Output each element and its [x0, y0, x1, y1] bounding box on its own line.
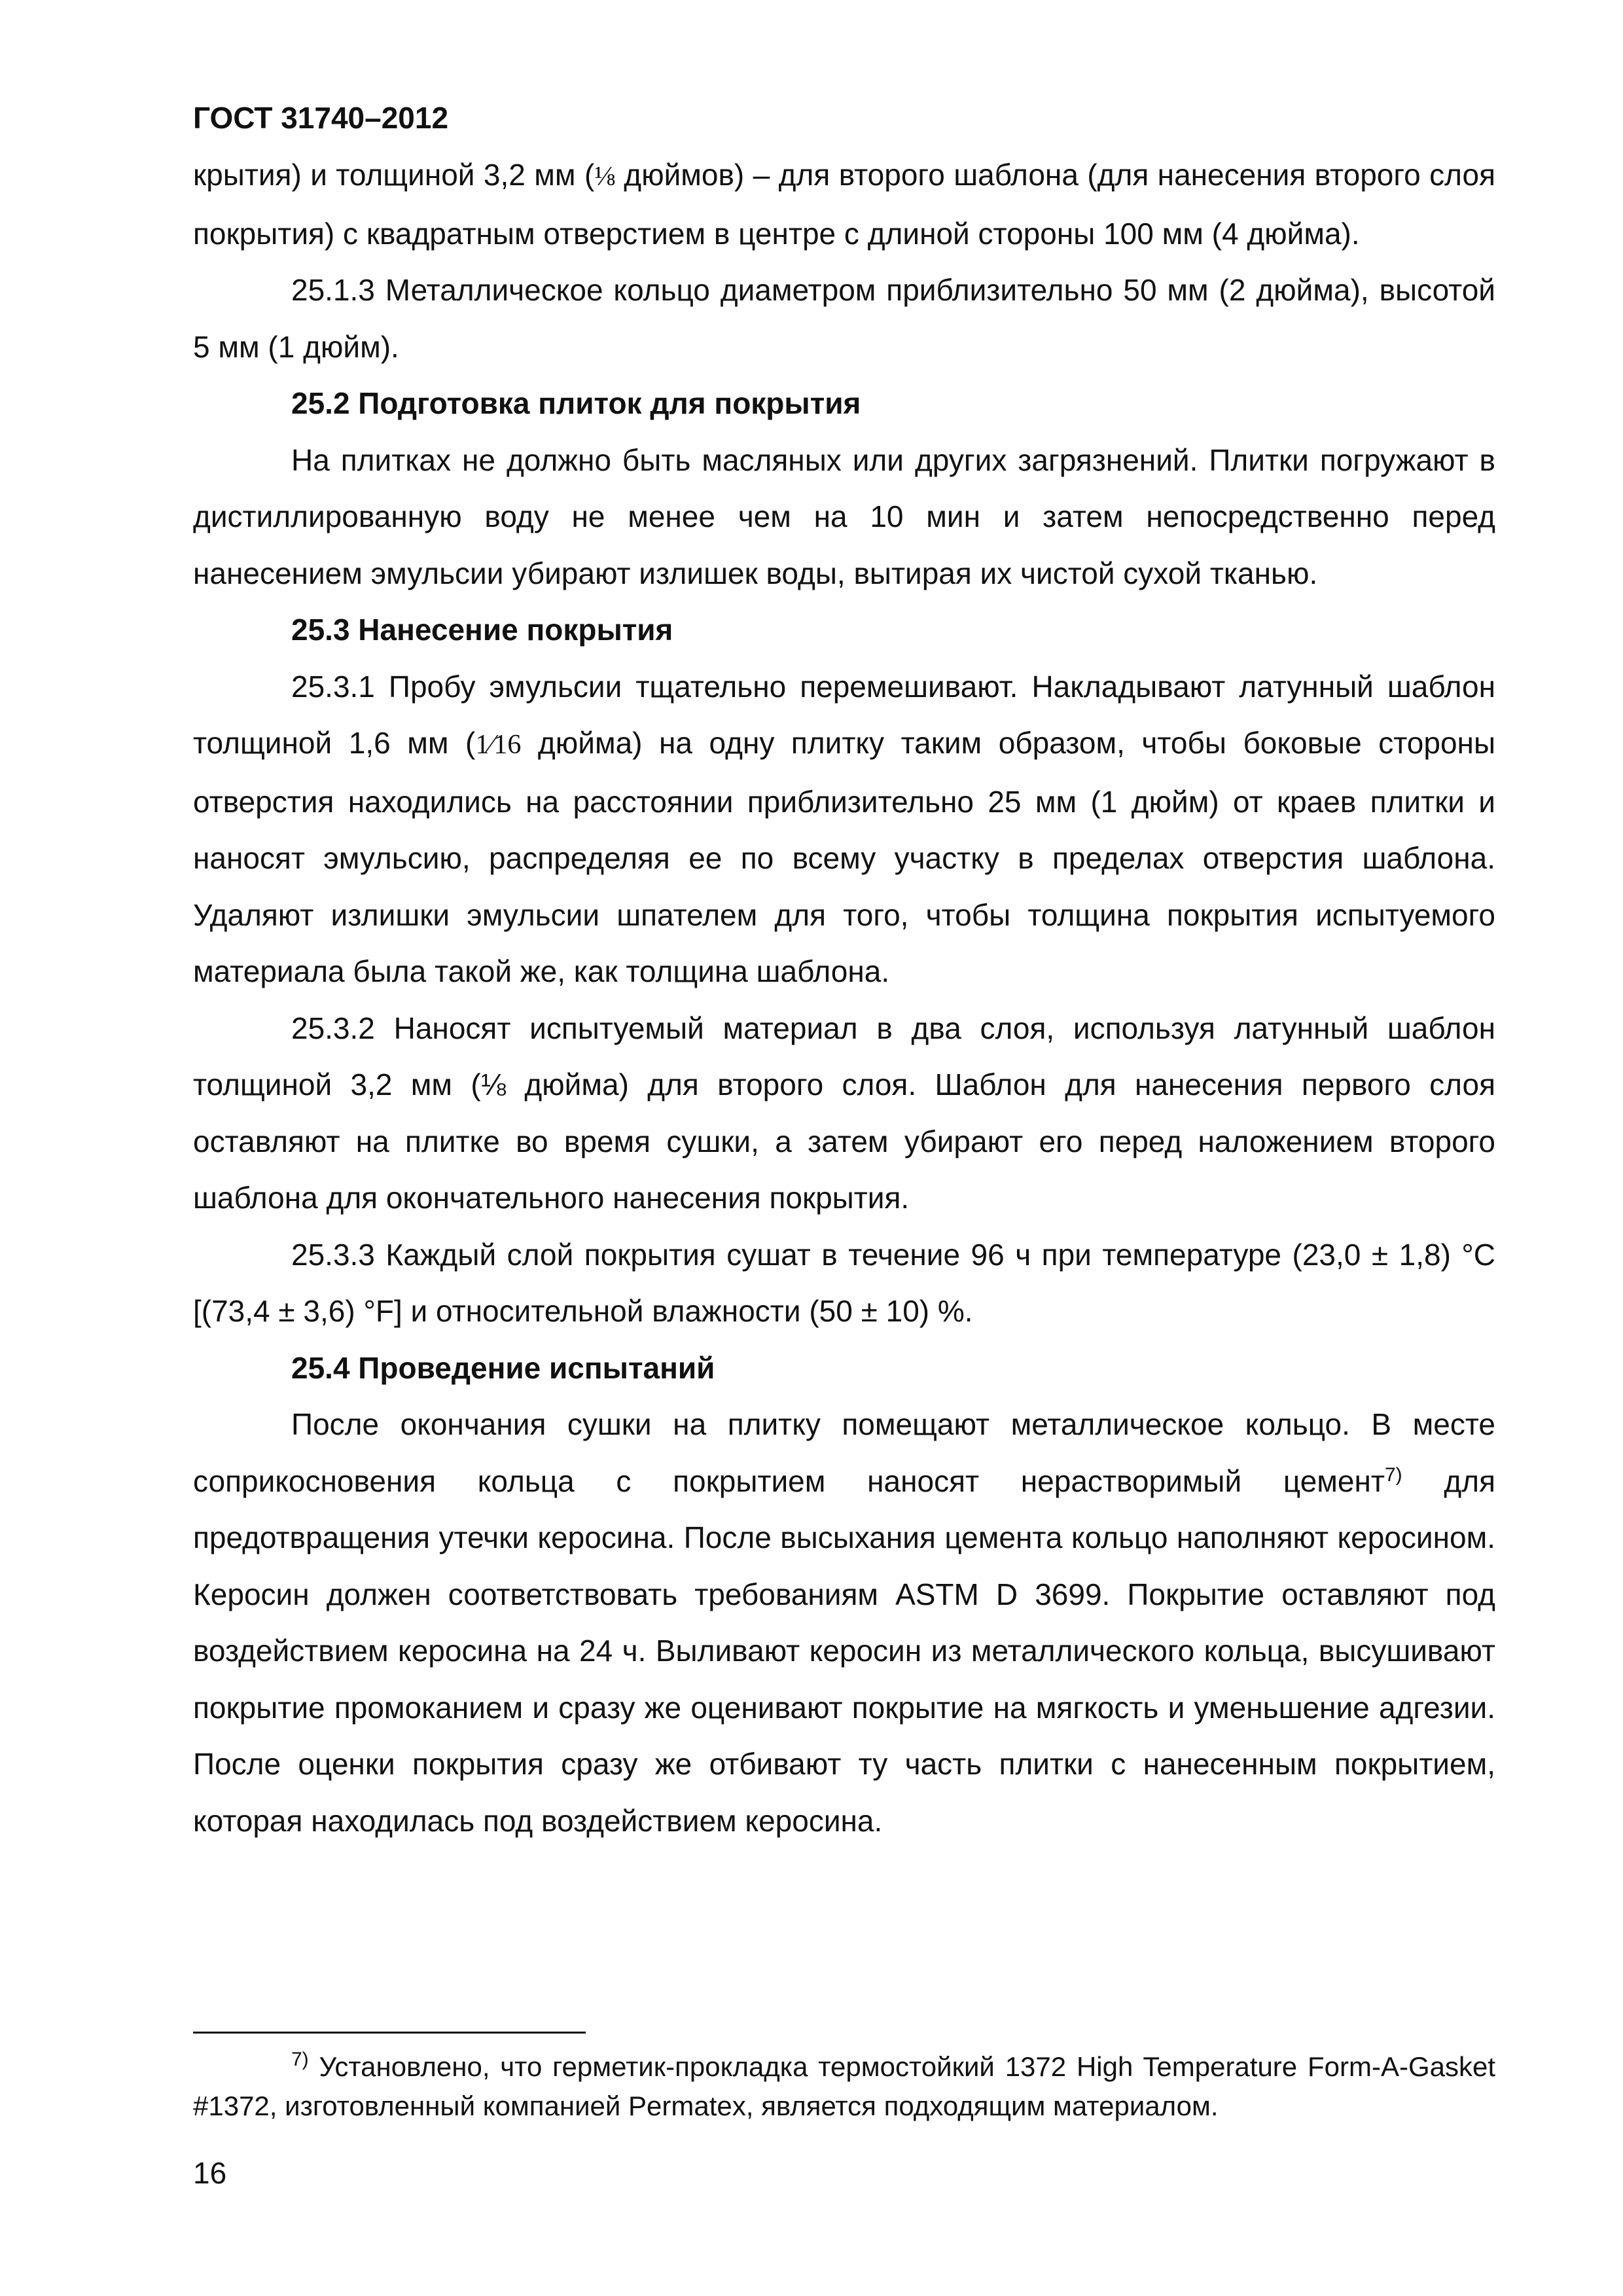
footnote-divider — [193, 2032, 586, 2034]
footnote-reference[interactable]: 7) — [1384, 1463, 1402, 1486]
fraction-one-eighth: ⅛ — [594, 162, 615, 192]
paragraph-text: для предотвращения утечки керосина. После высыхания цемента кольцо наполняют керосином. Керосин должен соответствовать требованиям ASTM D 3699. Покрытие оставляют под воздействием керосина на 24 ч. Выливают керосин из металлического кольца, высушивают покрытие промоканием и сразу же оценивают покрытие на мягкость и уменьшение адгезии. После оценки покрытия сразу же отбивают ту часть плитки с нанесенным покрытием, которая находилась под воздействием керосина. — [193, 1463, 1495, 1838]
section-heading-25-4: 25.4 Проведение испытаний — [291, 1350, 715, 1385]
section-heading-25-3: 25.3 Нанесение покрытия — [291, 613, 673, 647]
fraction-one-sixteenth: 1⁄16 — [475, 730, 522, 760]
body-text — [193, 147, 1495, 1849]
page-number: 16 — [193, 2156, 227, 2190]
paragraph-continuation — [193, 147, 1495, 262]
paragraph-25-3-3: 25.3.3 Каждый слой покрытия сушат в течение 96 ч при температуре (23,0 ± 1,8) °C [(73,4 ± 3,6) °F] и относительной влажности (50 ± 10) %. — [193, 1237, 1495, 1328]
paragraph-25-3-2: 25.3.2 Наносят испытуемый материал в два слоя, используя латунный шаблон толщиной 3,2 мм (⅛ дюйма) для второго слоя. Шаблон для нанесения первого слоя оставляют на плитке во время сушки, а затем убирают его перед наложением второго шаблона для окончательного нанесения покрытия. — [193, 1011, 1495, 1215]
document-header: ГОСТ 31740–2012 — [193, 101, 449, 135]
paragraph-25-4 — [193, 1396, 1495, 1849]
paragraph-25-2: На плитках не должно быть масляных или других загрязнений. Плитки погружают в дистиллированную воду не менее чем на 10 мин и затем непосредственно перед нанесением эмульсии убирают излишек воды, вытирая их чистой сухой тканью. — [193, 442, 1495, 590]
paragraph-text: После окончания сушки на плитку помещают металлическое кольцо. В месте соприкосновения кольца с покрытием наносят нерастворимый цемент — [193, 1407, 1495, 1498]
footnote-marker: 7) — [291, 2049, 309, 2070]
paragraph-text: дюйма) на одну плитку таким образом, чтобы боковые стороны отверстия находились на расстоянии приблизительно 25 мм (1 дюйм) от краев плитки и наносят эмульсию, распределяя ее по всему участку в пределах отверстия шаблона. Удаляют излишки эмульсии шпателем для того, чтобы толщина покрытия испытуемого материала была такой же, как толщина шаблона. — [193, 726, 1496, 988]
footnote-text: Установлено, что герметик-прокладка термостойкий 1372 High Temperature Form-A-Gasket #1372, изготовленный компанией Permatex, является подходящим материалом. — [193, 2051, 1495, 2121]
paragraph-25-3-1 — [193, 658, 1495, 1000]
paragraph-text: крытия) и толщиной 3,2 мм ( — [193, 158, 595, 192]
paragraph-25-1-3: 25.1.3 Металлическое кольцо диаметром приблизительно 50 мм (2 дюйма), высотой 5 мм (1 дюйм). — [193, 273, 1495, 364]
footnote-body — [193, 2047, 1495, 2126]
paragraph-text: 25.3.1 Пробу эмульсии тщательно перемешивают. Накладывают латунный шаблон толщиной 1,6 мм ( — [193, 669, 1495, 760]
section-heading-25-2: 25.2 Подготовка плиток для покрытия — [291, 386, 861, 420]
footnote — [193, 2047, 1495, 2126]
paragraph-text: дюймов) – для второго шаблона (для нанесения второго слоя покрытия) с квадратным отверстием в центре с длиной стороны 100 мм (4 дюйма). — [193, 158, 1496, 251]
